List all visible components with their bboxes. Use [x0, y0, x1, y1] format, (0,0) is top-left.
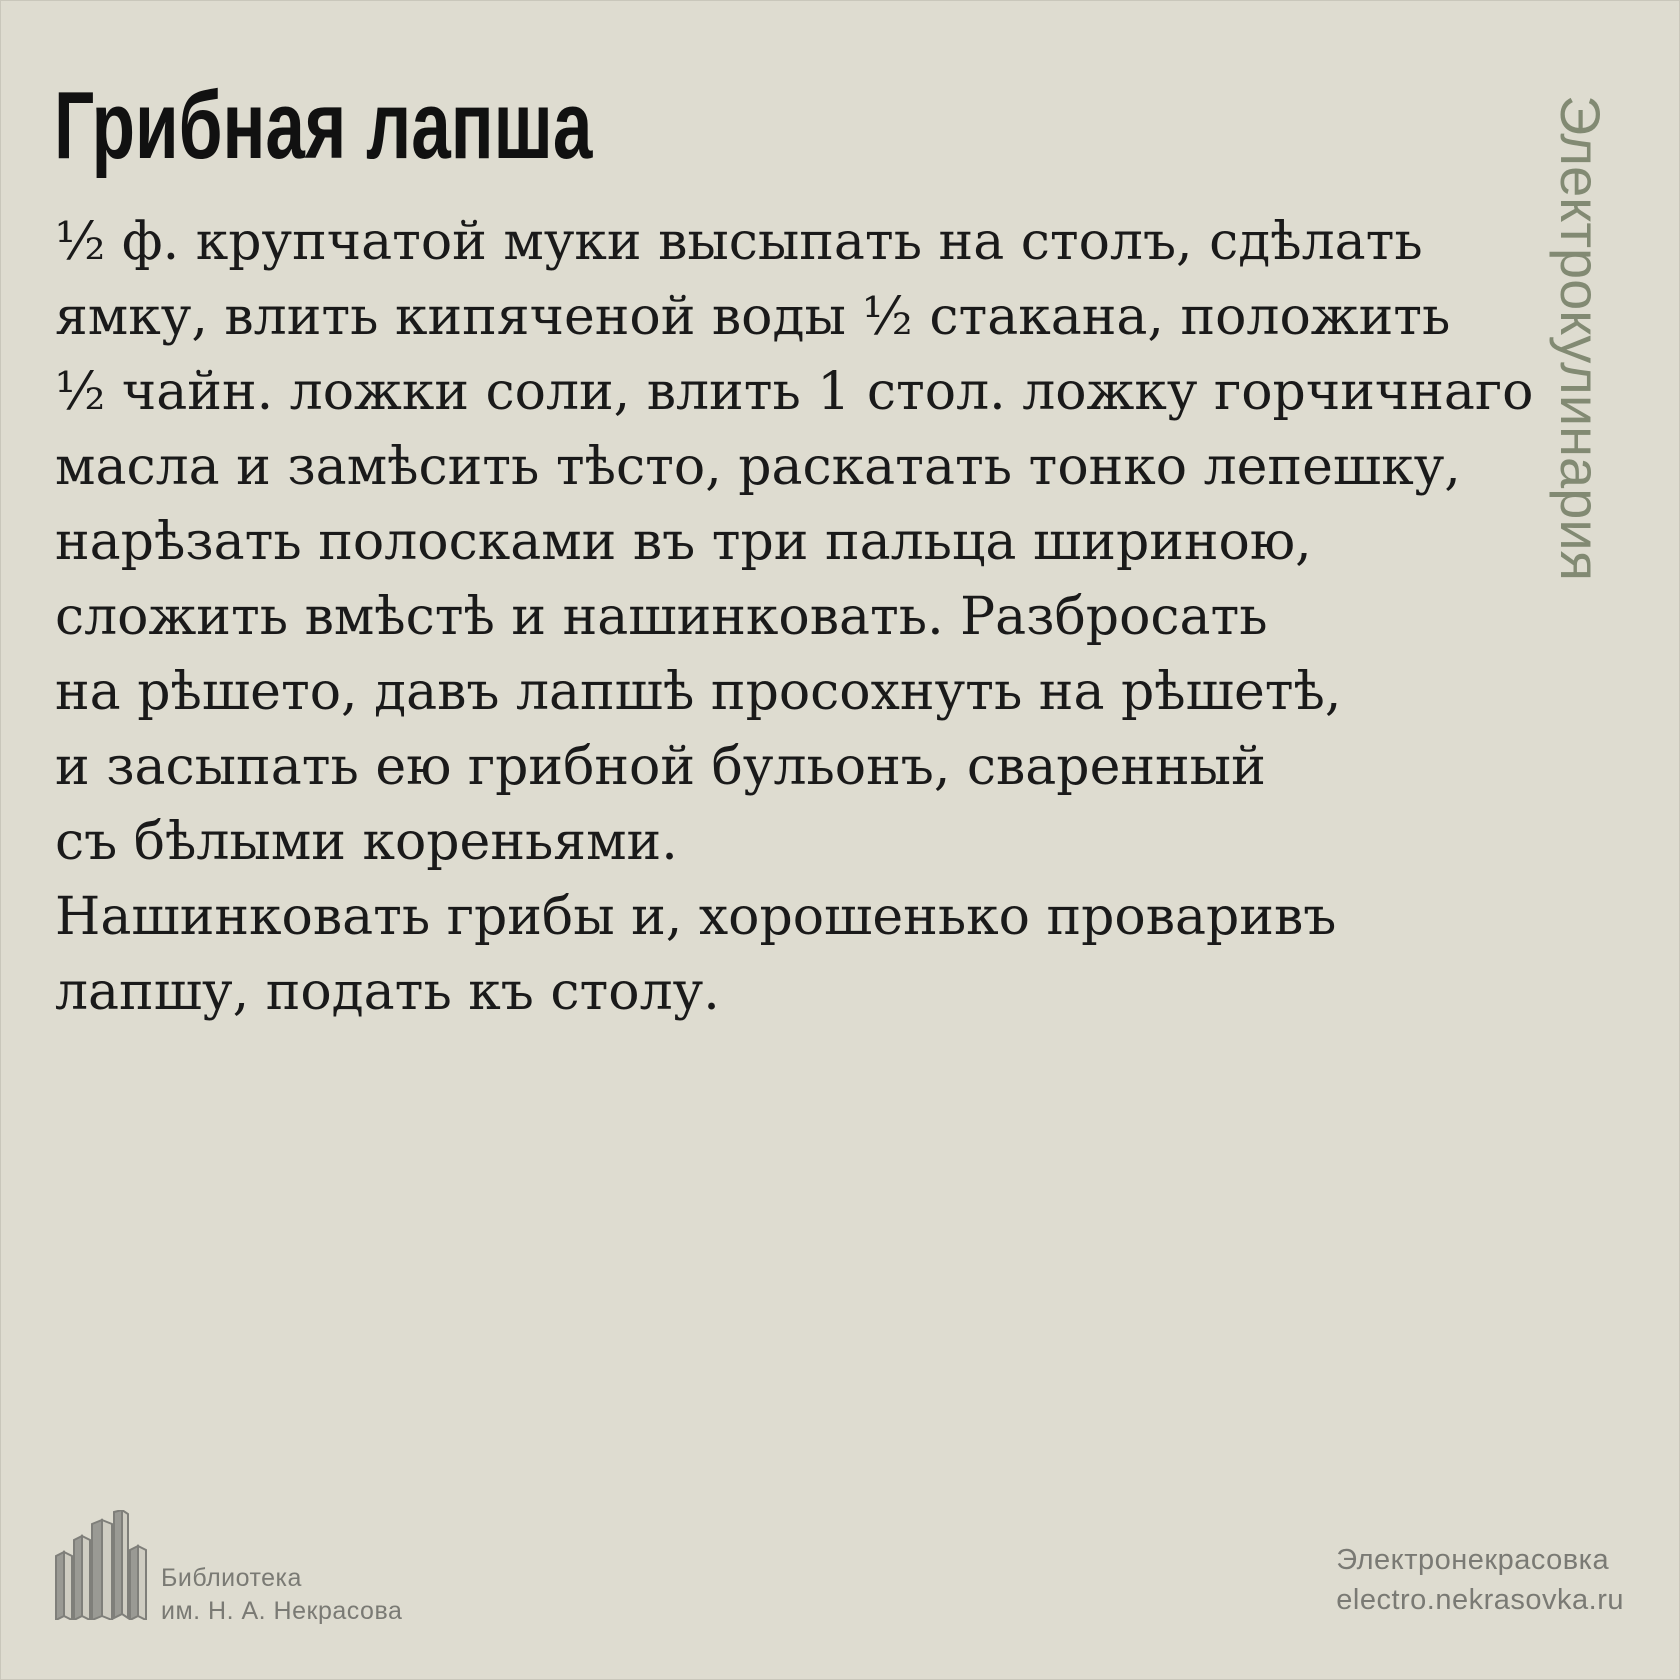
recipe-line: сложить вмѣстѣ и нашинковать. Разбросать [55, 587, 1268, 647]
recipe-line: ½ чайн. ложки соли, влить 1 стол. ложку горчичнаго [55, 362, 1534, 422]
recipe-line: ½ ф. крупчатой муки высыпать на столъ, сдѣлать [55, 212, 1423, 272]
recipe-line: лапшу, подать къ столу. [55, 962, 720, 1022]
recipe-line: и засыпать ею грибной бульонъ, сваренный [55, 737, 1266, 797]
recipe-line: Нашинковать грибы и, хорошенько проваривъ [55, 887, 1337, 947]
site-url[interactable]: electro.nekrasovka.ru [1336, 1584, 1624, 1616]
recipe-line: масла и замѣсить тѣсто, раскатать тонко лепешку, [55, 437, 1461, 497]
library-name [161, 1562, 402, 1628]
library-name-line1: Библиотека [161, 1564, 302, 1592]
recipe-line: на рѣшето, давъ лапшѣ просохнуть на рѣшетѣ, [55, 662, 1342, 722]
recipe-text [55, 205, 1535, 1030]
library-books-logo-icon [54, 1510, 148, 1620]
site-info [1336, 1540, 1624, 1620]
site-name: Электронекрасовка [1336, 1544, 1610, 1576]
recipe-line: нарѣзать полосками въ три пальца шириною, [55, 512, 1312, 572]
side-section-label: Электрокулинария [1549, 95, 1612, 581]
library-name-line2: им. Н. А. Некрасова [161, 1597, 403, 1625]
recipe-line: съ бѣлыми кореньями. [55, 812, 678, 872]
page-title: Грибная лапша [54, 72, 593, 179]
recipe-line: ямку, влить кипяченой воды ½ стакана, положить [55, 287, 1451, 347]
